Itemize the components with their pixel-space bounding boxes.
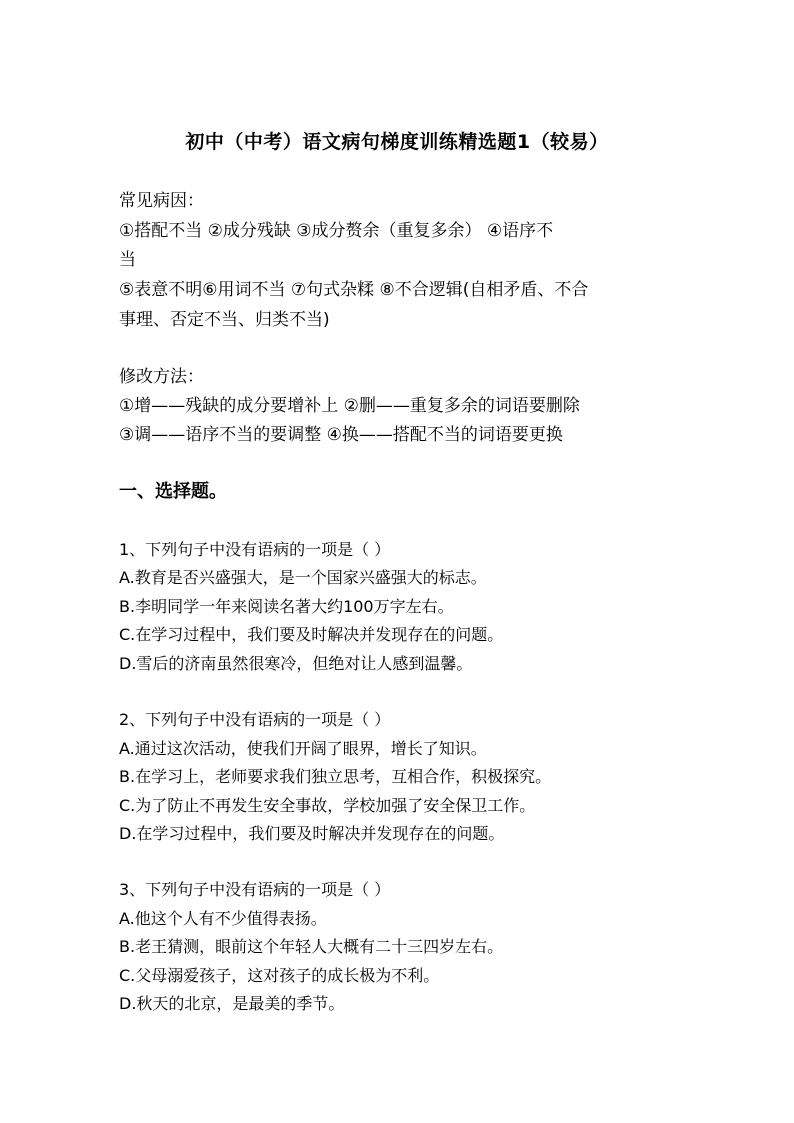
question-3-option-c: C.父母溺爱孩子，这对孩子的成长极为不利。 bbox=[119, 966, 440, 985]
question-2-option-b: B.在学习上，老师要求我们独立思考，互相合作，积极探究。 bbox=[119, 767, 552, 786]
question-2-option-d: D.在学习过程中，我们要及时解决并发现存在的问题。 bbox=[119, 824, 505, 843]
methods-line-2: ③调——语序不当的要调整 ④换——搭配不当的词语要更换 bbox=[119, 425, 563, 445]
causes-line-2-wrap: 事理、否定不当、归类不当) bbox=[119, 310, 330, 330]
question-2-option-a: A.通过这次活动，使我们开阔了眼界，增长了知识。 bbox=[119, 739, 487, 758]
page-title: 初中（中考）语文病句梯度训练精选题1（较易） bbox=[185, 131, 609, 153]
question-1-stem: 1、下列句子中没有语病的一项是（ ） bbox=[119, 540, 391, 559]
question-1-option-a: A.教育是否兴盛强大，是一个国家兴盛强大的标志。 bbox=[119, 568, 487, 587]
question-1-option-b: B.李明同学一年来阅读名著大约100万字左右。 bbox=[119, 597, 454, 616]
question-2-option-c: C.为了防止不再发生安全事故，学校加强了安全保卫工作。 bbox=[119, 796, 536, 815]
question-1-option-d: D.雪后的济南虽然很寒冷，但绝对让人感到温馨。 bbox=[119, 654, 473, 673]
question-3-stem: 3、下列句子中没有语病的一项是（ ） bbox=[119, 880, 391, 899]
section-heading: 一、选择题。 bbox=[119, 481, 227, 502]
causes-label: 常见病因： bbox=[119, 191, 204, 211]
question-3-option-b: B.老王猜测，眼前这个年轻人大概有二十三四岁左右。 bbox=[119, 937, 504, 956]
causes-line-2: ⑤表意不明⑥用词不当 ⑦句式杂糅 ⑧不合逻辑(自相矛盾、不合 bbox=[119, 280, 589, 300]
methods-line-1: ①增——残缺的成分要增补上 ②删——重复多余的词语要删除 bbox=[119, 396, 580, 416]
causes-line-1-wrap: 当 bbox=[119, 250, 136, 270]
question-3-option-d: D.秋天的北京，是最美的季节。 bbox=[119, 994, 345, 1013]
methods-label: 修改方法： bbox=[119, 367, 204, 387]
question-1-option-c: C.在学习过程中，我们要及时解决并发现存在的问题。 bbox=[119, 625, 504, 644]
question-2-stem: 2、下列句子中没有语病的一项是（ ） bbox=[119, 710, 391, 729]
causes-line-1: ①搭配不当 ②成分残缺 ③成分赘余（重复多余） ④语序不 bbox=[119, 221, 554, 241]
question-3-option-a: A.他这个人有不少值得表扬。 bbox=[119, 909, 327, 928]
